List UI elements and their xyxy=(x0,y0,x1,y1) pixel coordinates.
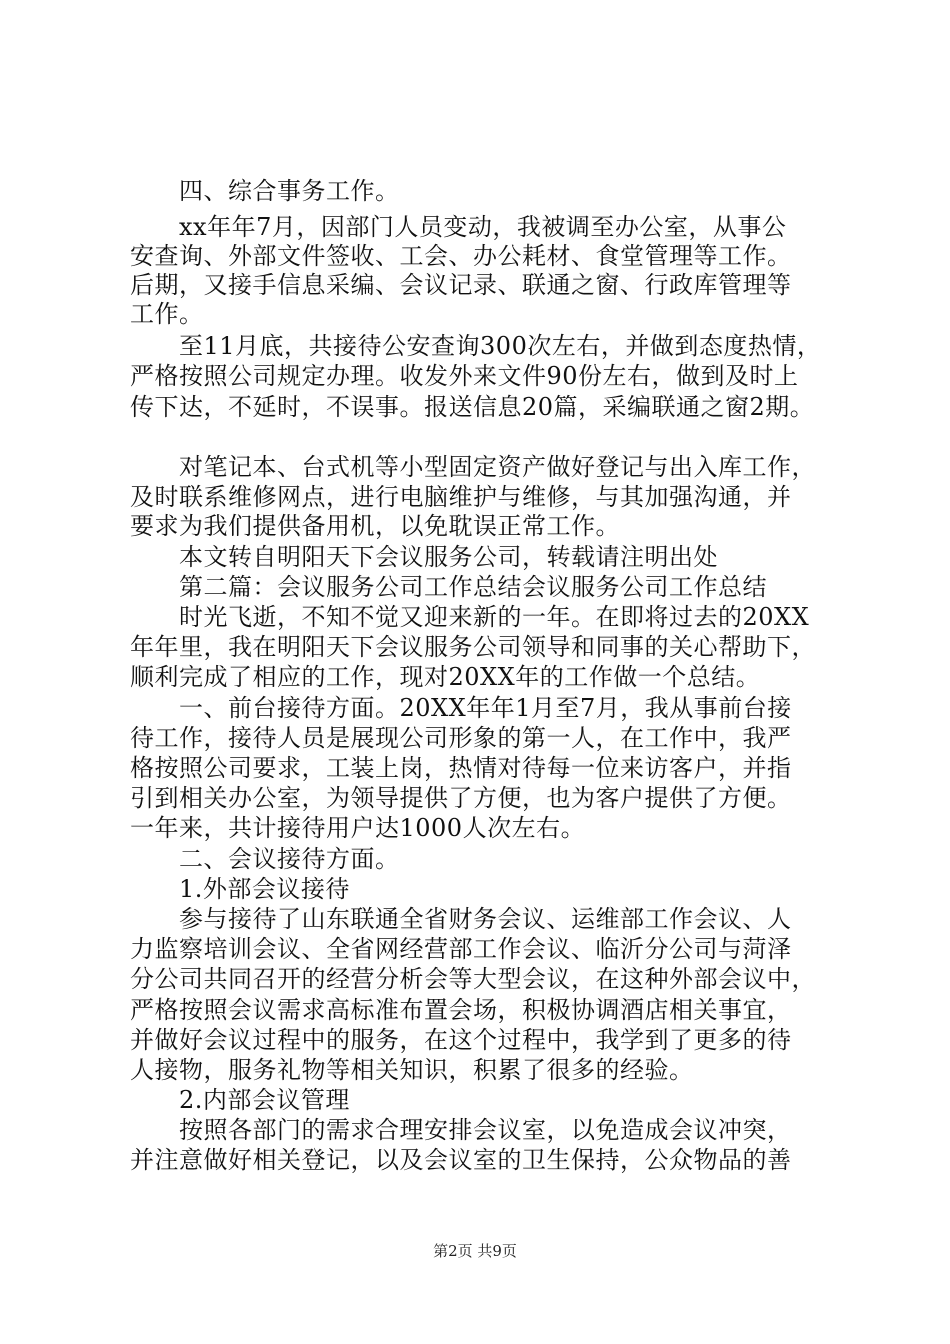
text-line: 2.内部会议管理 xyxy=(130,1086,350,1114)
text-line: 分公司共同召开的经营分析会等大型会议，在这种外部会议中， xyxy=(130,965,816,993)
text-line: 力监察培训会议、全省网经营部工作会议、临沂分公司与菏泽 xyxy=(130,935,792,963)
text-line: 时光飞逝，不知不觉又迎来新的一年。在即将过去的20XX xyxy=(130,603,810,631)
text-line: 严格按照会议需求高标准布置会场，积极协调酒店相关事宜， xyxy=(130,996,792,1024)
text-line: 引到相关办公室，为领导提供了方便，也为客户提供了方便。 xyxy=(130,784,792,812)
text-line: 参与接待了山东联通全省财务会议、运维部工作会议、人 xyxy=(130,905,792,933)
text-line: 及时联系维修网点，进行电脑维护与维修，与其加强沟通，并 xyxy=(130,483,792,511)
text-line: 严格按照公司规定办理。收发外来文件90份左右，做到及时上 xyxy=(130,362,799,390)
text-line: 第二篇：会议服务公司工作总结会议服务公司工作总结 xyxy=(130,573,767,601)
text-line: 按照各部门的需求合理安排会议室，以免造成会议冲突， xyxy=(130,1116,792,1144)
text-line: 人接物，服务礼物等相关知识，积累了很多的经验。 xyxy=(130,1056,694,1084)
text-line: 一年来，共计接待用户达1000人次左右。 xyxy=(130,814,586,842)
text-line: xx年年7月，因部门人员变动，我被调至办公室，从事公 xyxy=(130,213,787,241)
text-line: 一、前台接待方面。20XX年年1月至7月，我从事前台接 xyxy=(130,694,792,722)
text-line: 工作。 xyxy=(130,300,204,328)
text-line: 安查询、外部文件签收、工会、办公耗材、食堂管理等工作。 xyxy=(130,242,792,270)
text-line: 并做好会议过程中的服务，在这个过程中，我学到了更多的待 xyxy=(130,1026,792,1054)
text-line: 传下达，不延时，不误事。报送信息20篇，采编联通之窗2期。 xyxy=(130,393,815,421)
text-line: 后期，又接手信息采编、会议记录、联通之窗、行政库管理等 xyxy=(130,271,792,299)
text-line: 二、会议接待方面。 xyxy=(130,845,400,873)
text-line: 格按照公司要求，工装上岗，热情对待每一位来访客户，并指 xyxy=(130,754,792,782)
text-line: 要求为我们提供备用机，以免耽误正常工作。 xyxy=(130,512,620,540)
text-line: 至11月底，共接待公安查询300次左右，并做到态度热情， xyxy=(130,332,822,360)
text-line: 年年里，我在明阳天下会议服务公司领导和同事的关心帮助下， xyxy=(130,633,816,661)
text-line: 待工作，接待人员是展现公司形象的第一人，在工作中，我严 xyxy=(130,724,792,752)
text-line: 对笔记本、台式机等小型固定资产做好登记与出入库工作， xyxy=(130,453,816,481)
text-line: 四、综合事务工作。 xyxy=(130,177,400,205)
text-line: 1.外部会议接待 xyxy=(130,875,350,903)
text-line: 顺利完成了相应的工作，现对20XX年的工作做一个总结。 xyxy=(130,663,761,691)
text-line: 并注意做好相关登记，以及会议室的卫生保持，公众物品的善 xyxy=(130,1146,792,1174)
page-number-footer: 第2页 共9页 xyxy=(433,1242,517,1260)
text-line: 本文转自明阳天下会议服务公司，转载请注明出处 xyxy=(130,543,718,571)
